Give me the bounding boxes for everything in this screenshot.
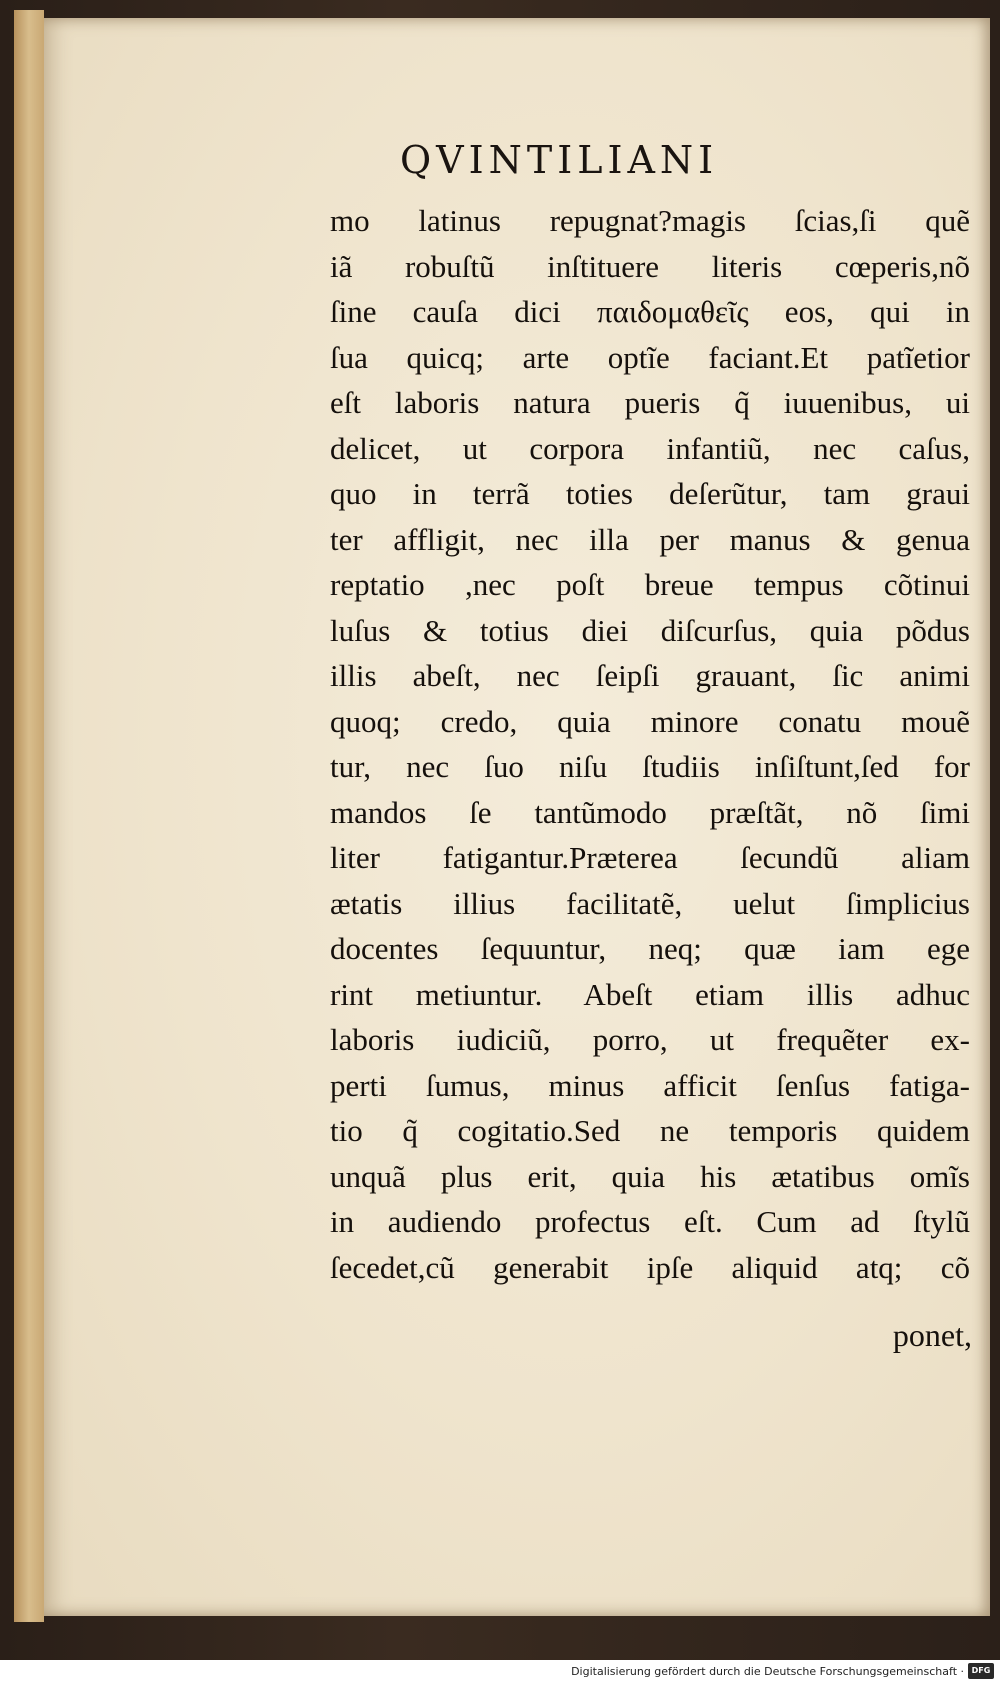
text-line: iã robuſtũ inſtituere literis cœperis,nõ xyxy=(330,248,970,284)
text-line: reptatio ,nec poſt breue tempus cõtinui xyxy=(330,567,970,602)
text-line: ter affligit, nec illa per manus & genua xyxy=(330,521,970,557)
text-line: ſua quicq; arte optĩe faciant.Et patĩetior xyxy=(330,339,970,375)
text-line: mo latinus repugnat?magis ſcias,ſi quẽ xyxy=(330,203,970,238)
footer-bar xyxy=(0,1660,1000,1684)
text-line: laboris iudiciũ, porro, ut frequẽter ex- xyxy=(330,1022,970,1057)
footer-credit: Digitalisierung gefördert durch die Deutsche Forschungsgemeinschaft · xyxy=(571,1665,964,1678)
text-line: ſecedet,cũ generabit ipſe aliquid atq; cõ xyxy=(330,1249,970,1285)
text-line: perti ſumus, minus afficit ſenſus fatiga- xyxy=(330,1067,970,1103)
text-line: ætatis illius facilitatẽ, uelut ſimplicius xyxy=(330,885,970,921)
page-edge xyxy=(14,10,44,1622)
text-line: ſine cauſa dici παιδομαθεῖς eos, qui in xyxy=(330,294,970,329)
text-block xyxy=(330,198,970,1348)
text-line: tio q̃ cogitatio.Sed ne temporis quidem xyxy=(330,1113,970,1148)
text-line: luſus & totius diei diſcurſus, quia põdus xyxy=(330,612,970,648)
text-line: delicet, ut corpora infantiũ, nec caſus, xyxy=(330,430,970,466)
text-line: in audiendo profectus eſt. Cum ad ſtylũ xyxy=(330,1204,970,1239)
running-head: QVINTILIANI xyxy=(400,138,719,182)
text-line: liter fatigantur.Præterea ſecundũ aliam xyxy=(330,840,970,875)
catchword: ponet, xyxy=(892,1317,972,1353)
text-line: eſt laboris natura pueris q̃ iuuenibus, ui xyxy=(330,385,970,420)
text-line: quoq; credo, quia minore conatu mouẽ xyxy=(330,703,970,739)
text-line: docentes ſequuntur, neq; quæ iam ege xyxy=(330,931,970,966)
text-line: tur, nec ſuo niſu ſtudiis inſiſtunt,ſed for xyxy=(330,749,970,784)
dfg-logo-icon: DFG xyxy=(968,1663,994,1679)
text-line: illis abeſt, nec ſeipſi grauant, ſic animi xyxy=(330,658,970,693)
text-line: rint metiuntur. Abeſt etiam illis adhuc xyxy=(330,976,970,1012)
text-line: quo in terrã toties deſerũtur, tam graui xyxy=(330,476,970,511)
text-line: mandos ſe tantũmodo præſtãt, nõ ſimi xyxy=(330,794,970,830)
text-line: unquã plus erit, quia his ætatibus omĩs xyxy=(330,1158,970,1194)
